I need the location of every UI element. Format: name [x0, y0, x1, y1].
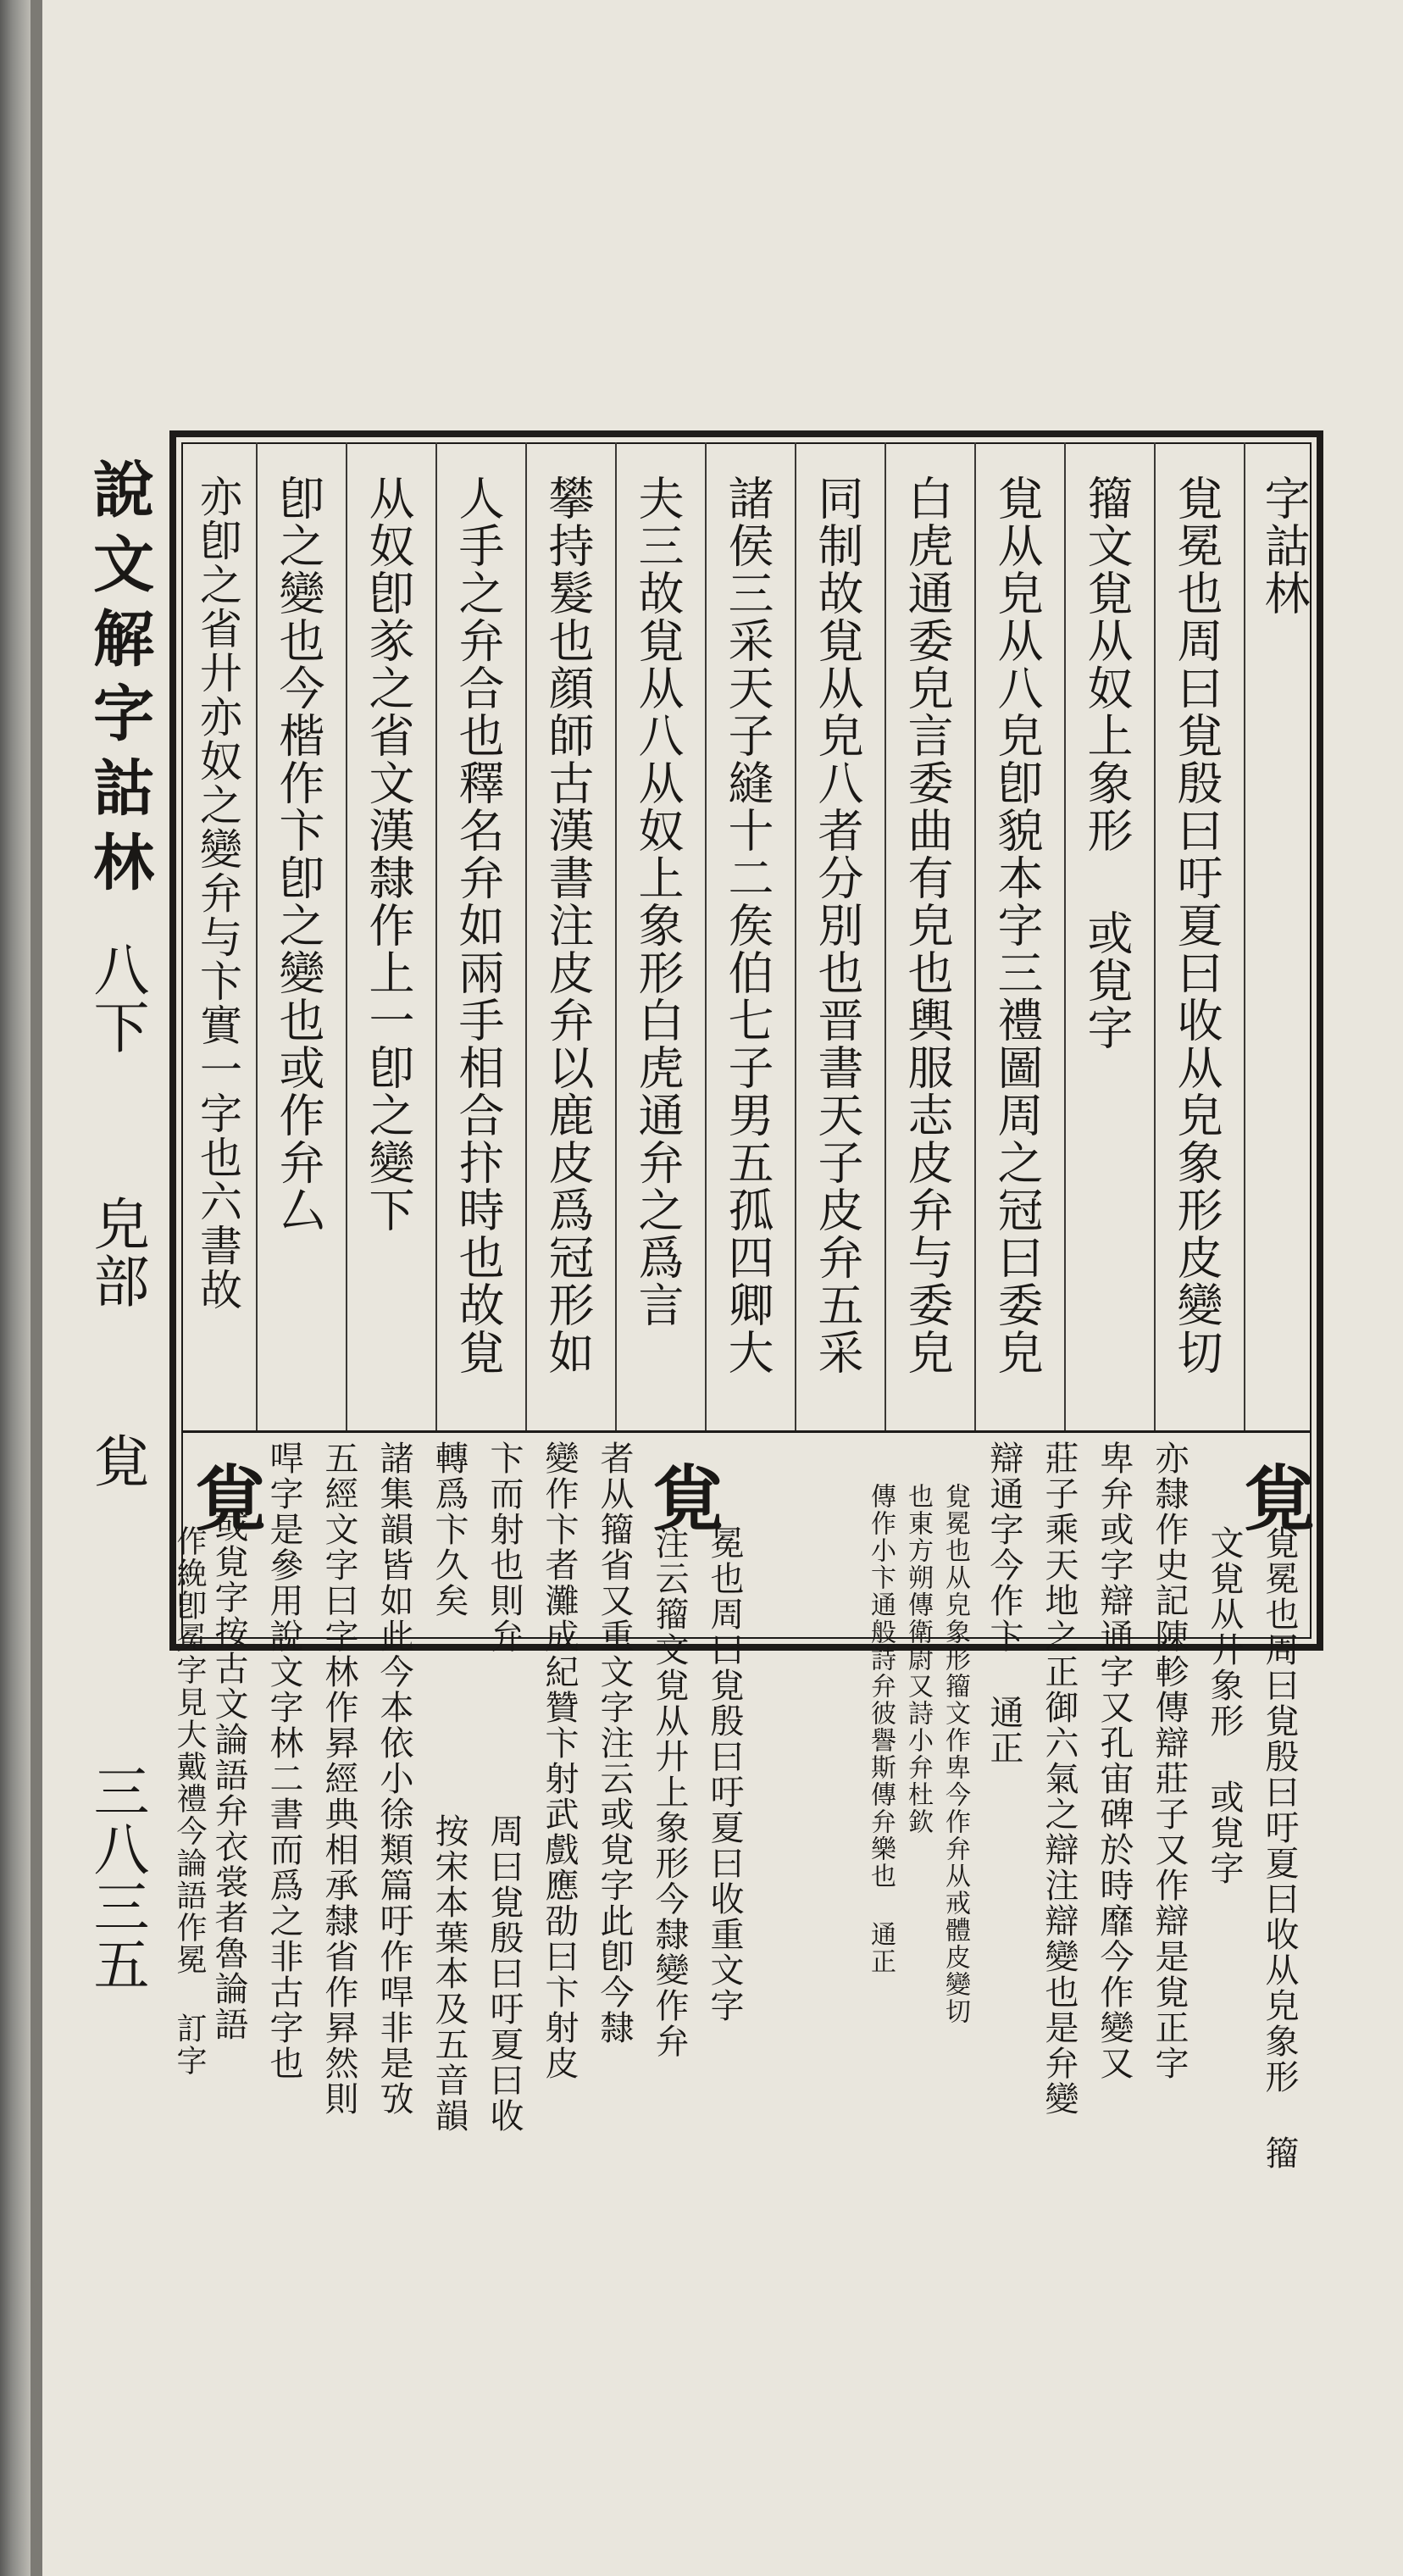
column-rule [884, 442, 886, 1430]
commentary-column: 莊子乘天地之正御六氣之辯注辯變也是弁變 [1040, 1441, 1079, 2117]
text-column: 覍从皃从八皃卽貌本字三禮圖周之冠曰委皃 [990, 475, 1044, 1376]
commentary-column: 也東方朔傳衛尉又詩小弁杜欽 [903, 1483, 933, 1835]
character-heading: 覍 [84, 1432, 149, 1490]
commentary-column: 按宋本葉本及五音韻 [430, 1813, 469, 2134]
column-rule [346, 442, 347, 1430]
text-column: 覍冕也周曰覍殷曰吁夏曰收从皃象形皮變切 [1170, 475, 1223, 1376]
commentary-column: 辯通字今作卞 通正 [984, 1441, 1023, 1766]
commentary-column: 注云籀文覍从廾上象形今隸變作弁 [650, 1525, 689, 2059]
seal-glyph: 覍 [1244, 1457, 1316, 1541]
book-title: 說文解字詁林 [83, 458, 155, 905]
commentary-column: 變作卞者灘成紀贊卞射武戲應劭曰卞射皮 [540, 1441, 579, 2081]
text-column: 同制故覍从皃八者分別也晋書天子皮弁五采 [811, 475, 864, 1376]
commentary-column: 卑弁或字辯通字又孔宙碑於時靡今作變又 [1095, 1441, 1134, 2081]
volume-label: 八下 [84, 941, 149, 1056]
commentary-column: 或覍字按古文論語弁衣裳者魯論語 [209, 1508, 248, 2042]
column-rule [615, 442, 617, 1430]
commentary-column: 諸集韻皆如此今本依小徐類篇吁作哻非是攷 [374, 1441, 413, 2117]
text-column: 籀文覍从奴上象形 或覍字 [1080, 475, 1134, 1052]
commentary-column: 傳作小卞通般詩弁彼譽斯傳弁樂也 通正 [866, 1483, 896, 1975]
text-column: 卽之變也今楷作卞卽之變也或作弁厶 [272, 475, 325, 1234]
text-column: 夫三故覍从八从奴上象形白虎通弁之爲言 [631, 475, 685, 1329]
section-divider [181, 1430, 1312, 1433]
seal-glyph: 覍 [195, 1457, 267, 1541]
commentary-column: 亦隸作史記陳軫傳辯莊子又作辯是覍正字 [1150, 1441, 1189, 2081]
book-spine-shadow [30, 0, 42, 2576]
column-rule [435, 442, 437, 1430]
commentary-column: 周曰覍殷曰吁夏曰收 [485, 1813, 524, 2134]
commentary-column: 轉爲卞久矣 [430, 1441, 469, 1618]
commentary-column: 哻字是參用說文字林二書而爲之非古字也 [264, 1441, 303, 2081]
commentary-column: 文覍从廾象形 或覍字 [1205, 1525, 1244, 1886]
text-column: 从奴卽㒸之省文漢隸作上一卽之變下 [362, 475, 415, 1234]
column-rule [705, 442, 707, 1430]
column-rule [795, 442, 796, 1430]
column-rule [256, 442, 258, 1430]
text-column: 白虎通委皃言委曲有皃也輿服志皮弁与委皃 [901, 475, 954, 1376]
commentary-column: 卞而射也則弁 [485, 1441, 524, 1654]
commentary-column: 覍冕也周曰覍殷曰吁夏曰收从皃象形 籀 [1260, 1525, 1299, 2171]
commentary-column: 者从籀省又重文字注云或覍字此卽今隸 [595, 1441, 634, 2046]
column-rule [1154, 442, 1156, 1430]
text-column: 字詁林 [1257, 475, 1311, 617]
column-rule [525, 442, 527, 1430]
section-label: 皃部 [84, 1195, 149, 1310]
column-rule [1244, 442, 1245, 1430]
book-spine [0, 0, 30, 2576]
commentary-column: 五經文字曰字林作昪經典相承隸省作昪然則 [319, 1441, 358, 2117]
column-rule [1064, 442, 1066, 1430]
text-column: 人手之弁合也釋名弁如兩手相合抃時也故覍 [452, 475, 505, 1376]
text-column: 亦卽之省廾亦奴之變弁与卞實一字也六書故 [193, 475, 242, 1312]
page-number: 三八三五 [84, 1763, 149, 1993]
text-column: 諸侯三采天子縫十二矦伯七子男五孤四卿大 [721, 475, 774, 1376]
commentary-column: 冕也周曰覍殷曰吁夏曰收重文字 [705, 1525, 744, 2024]
column-rule [974, 442, 976, 1430]
seal-glyph: 覍 [652, 1457, 724, 1541]
text-column: 攀持髮也顔師古漢書注皮弁以鹿皮爲冠形如 [541, 475, 595, 1376]
commentary-column: 覍冕也从皃象形籀文作卑今作弁从戒體皮變切 [940, 1483, 970, 2025]
commentary-column: 作絻卽冕字見大戴禮今論語作冕 訂字 [172, 1525, 207, 2077]
